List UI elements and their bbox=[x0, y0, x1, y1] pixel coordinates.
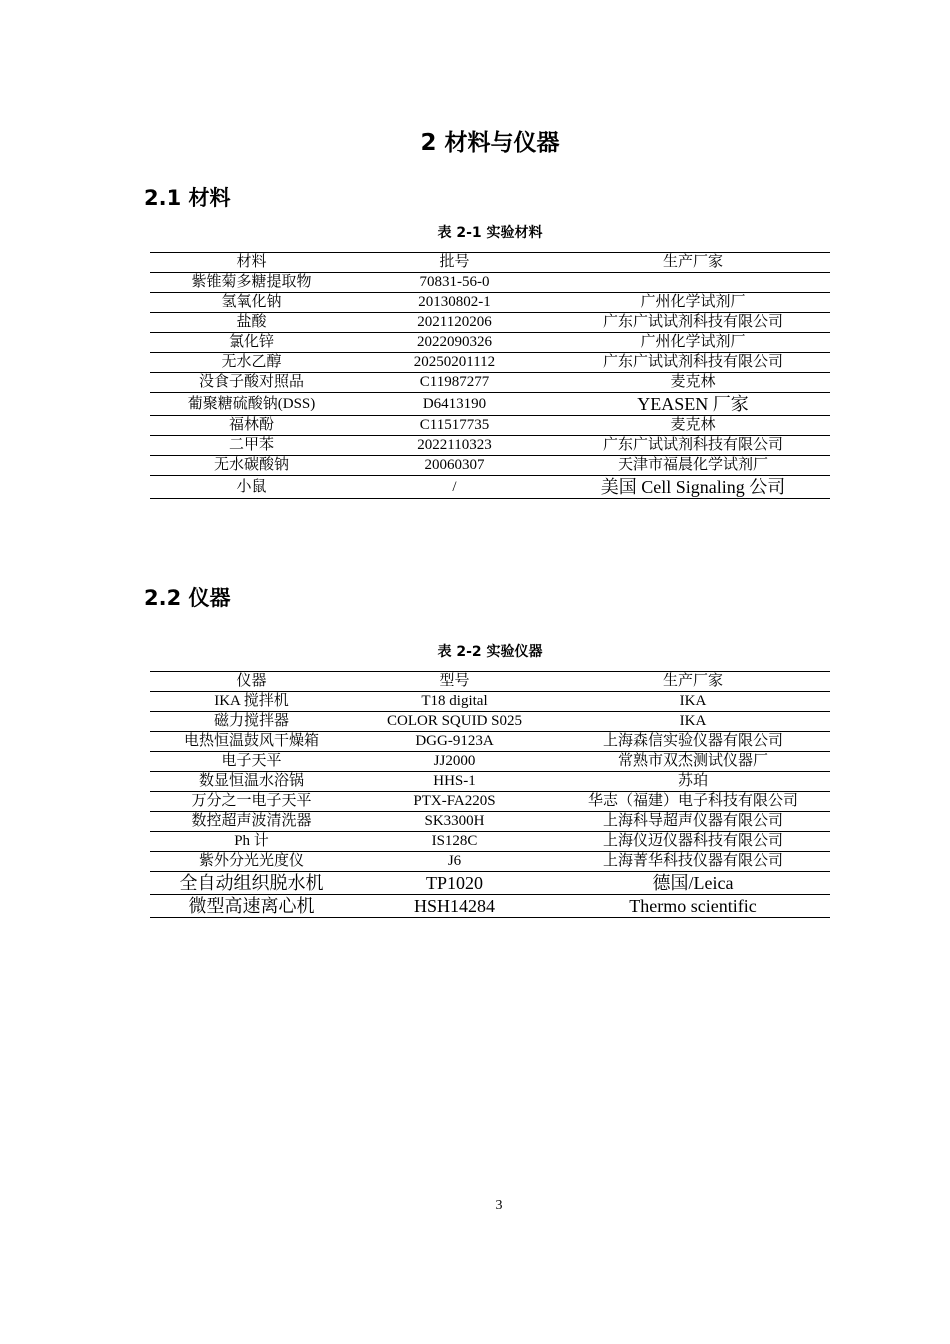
instrument-name: Ph 计 bbox=[150, 832, 353, 852]
manufacturer: 广东广试试剂科技有限公司 bbox=[556, 436, 830, 456]
manufacturer: 上海菁华科技仪器有限公司 bbox=[556, 852, 830, 872]
table-row bbox=[150, 393, 830, 416]
instrument-name: 磁力搅拌器 bbox=[150, 712, 353, 732]
instrument-name: 数显恒温水浴锅 bbox=[150, 772, 353, 792]
batch-number: 20060307 bbox=[353, 456, 556, 476]
model-number: JJ2000 bbox=[353, 752, 556, 772]
batch-number: 70831-56-0 bbox=[353, 273, 556, 293]
batch-number: 2021120206 bbox=[353, 313, 556, 333]
material-name: 氯化锌 bbox=[150, 333, 353, 353]
table-header-row bbox=[150, 672, 830, 692]
material-name: 盐酸 bbox=[150, 313, 353, 333]
section-title-instruments: 2.2 仪器 bbox=[144, 586, 231, 610]
material-name: 葡聚糖硫酸钠(DSS) bbox=[150, 393, 353, 416]
manufacturer: Thermo scientific bbox=[556, 895, 830, 918]
material-name: 小鼠 bbox=[150, 476, 353, 499]
model-number: SK3300H bbox=[353, 812, 556, 832]
instrument-name: IKA 搅拌机 bbox=[150, 692, 353, 712]
table-row bbox=[150, 832, 830, 852]
manufacturer: 上海科导超声仪器有限公司 bbox=[556, 812, 830, 832]
manufacturer: 常熟市双杰测试仪器厂 bbox=[556, 752, 830, 772]
manufacturer: 华志（福建）电子科技有限公司 bbox=[556, 792, 830, 812]
manufacturer: 天津市福晨化学试剂厂 bbox=[556, 456, 830, 476]
manufacturer: 广州化学试剂厂 bbox=[556, 333, 830, 353]
column-header: 型号 bbox=[353, 672, 556, 692]
model-number: J6 bbox=[353, 852, 556, 872]
table-row bbox=[150, 273, 830, 293]
table-row bbox=[150, 373, 830, 393]
manufacturer: 麦克林 bbox=[556, 416, 830, 436]
instrument-name: 微型高速离心机 bbox=[150, 895, 353, 918]
manufacturer: 广东广试试剂科技有限公司 bbox=[556, 353, 830, 373]
manufacturer bbox=[556, 273, 830, 293]
model-number: TP1020 bbox=[353, 872, 556, 895]
instrument-name: 紫外分光光度仪 bbox=[150, 852, 353, 872]
manufacturer: YEASEN 厂家 bbox=[556, 393, 830, 416]
column-header: 批号 bbox=[353, 253, 556, 273]
batch-number: 2022110323 bbox=[353, 436, 556, 456]
batch-number: C11987277 bbox=[353, 373, 556, 393]
material-name: 二甲苯 bbox=[150, 436, 353, 456]
table-row bbox=[150, 732, 830, 752]
model-number: COLOR SQUID S025 bbox=[353, 712, 556, 732]
column-header: 生产厂家 bbox=[556, 253, 830, 273]
table-row bbox=[150, 895, 830, 918]
material-name: 紫锥菊多糖提取物 bbox=[150, 273, 353, 293]
instrument-name: 万分之一电子天平 bbox=[150, 792, 353, 812]
model-number: HHS-1 bbox=[353, 772, 556, 792]
manufacturer: 广州化学试剂厂 bbox=[556, 293, 830, 313]
material-name: 氢氧化钠 bbox=[150, 293, 353, 313]
manufacturer: 上海仪迈仪器科技有限公司 bbox=[556, 832, 830, 852]
manufacturer: IKA bbox=[556, 712, 830, 732]
table-header-row bbox=[150, 253, 830, 273]
manufacturer: 德国/Leica bbox=[556, 872, 830, 895]
instrument-name: 数控超声波清洗器 bbox=[150, 812, 353, 832]
section-title-materials: 2.1 材料 bbox=[144, 186, 231, 210]
batch-number: 20130802-1 bbox=[353, 293, 556, 313]
table-row bbox=[150, 476, 830, 499]
manufacturer: 美国 Cell Signaling 公司 bbox=[556, 476, 830, 499]
manufacturer: 广东广试试剂科技有限公司 bbox=[556, 313, 830, 333]
table-row bbox=[150, 692, 830, 712]
table-row bbox=[150, 436, 830, 456]
table-row bbox=[150, 852, 830, 872]
table-row bbox=[150, 792, 830, 812]
chapter-title: 2 材料与仪器 bbox=[420, 130, 560, 156]
table-row bbox=[150, 812, 830, 832]
batch-number: 20250201112 bbox=[353, 353, 556, 373]
table-row bbox=[150, 872, 830, 895]
material-name: 无水乙醇 bbox=[150, 353, 353, 373]
table-row bbox=[150, 293, 830, 313]
batch-number: / bbox=[353, 476, 556, 499]
manufacturer: 麦克林 bbox=[556, 373, 830, 393]
batch-number: C11517735 bbox=[353, 416, 556, 436]
table-caption-materials: 表 2-1 实验材料 bbox=[437, 225, 543, 241]
instrument-name: 电子天平 bbox=[150, 752, 353, 772]
manufacturer: IKA bbox=[556, 692, 830, 712]
page-number: 3 bbox=[495, 1198, 503, 1213]
model-number: HSH14284 bbox=[353, 895, 556, 918]
manufacturer: 上海森信实验仪器有限公司 bbox=[556, 732, 830, 752]
manufacturer: 苏珀 bbox=[556, 772, 830, 792]
column-header: 仪器 bbox=[150, 672, 353, 692]
instrument-name: 电热恒温鼓风干燥箱 bbox=[150, 732, 353, 752]
instrument-name: 全自动组织脱水机 bbox=[150, 872, 353, 895]
table-row bbox=[150, 712, 830, 732]
table-row bbox=[150, 313, 830, 333]
model-number: IS128C bbox=[353, 832, 556, 852]
table-row bbox=[150, 333, 830, 353]
table-row bbox=[150, 416, 830, 436]
model-number: T18 digital bbox=[353, 692, 556, 712]
table-row bbox=[150, 752, 830, 772]
model-number: DGG-9123A bbox=[353, 732, 556, 752]
table-row bbox=[150, 353, 830, 373]
material-name: 福林酚 bbox=[150, 416, 353, 436]
column-header: 材料 bbox=[150, 253, 353, 273]
material-name: 无水碳酸钠 bbox=[150, 456, 353, 476]
materials-table bbox=[150, 252, 830, 499]
table-row bbox=[150, 456, 830, 476]
table-caption-instruments: 表 2-2 实验仪器 bbox=[437, 644, 543, 660]
column-header: 生产厂家 bbox=[556, 672, 830, 692]
batch-number: D6413190 bbox=[353, 393, 556, 416]
batch-number: 2022090326 bbox=[353, 333, 556, 353]
model-number: PTX-FA220S bbox=[353, 792, 556, 812]
instruments-table bbox=[150, 671, 830, 918]
table-row bbox=[150, 772, 830, 792]
material-name: 没食子酸对照品 bbox=[150, 373, 353, 393]
